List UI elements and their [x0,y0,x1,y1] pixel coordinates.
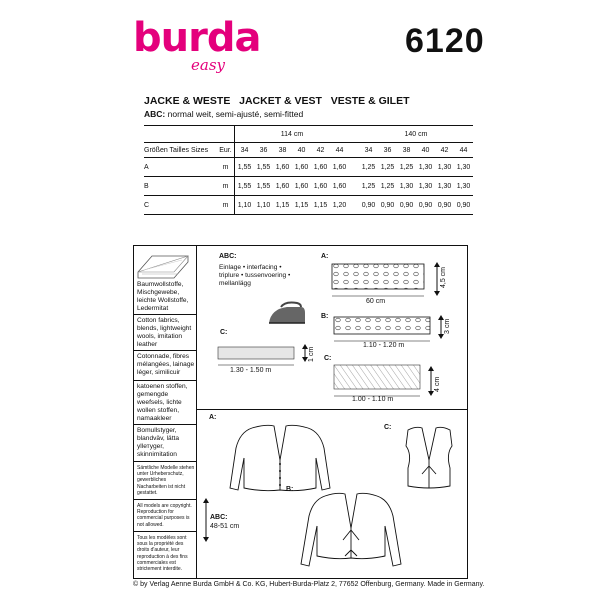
size-38: 38 [397,143,416,158]
table-cell: 1,25 [359,177,378,196]
table-cell: 1,60 [311,158,330,177]
diagram-b-label: B: [321,313,329,320]
garment-a-label: A: [209,414,217,421]
table-row [144,177,473,196]
table-cell: 1,55 [235,158,255,177]
length-value: 48-51 cm [210,523,240,530]
table-cell: 1,60 [330,158,349,177]
table-cell: 1,15 [273,196,292,215]
table-row [144,196,473,215]
table-cell: 1,60 [330,177,349,196]
interfacing-text: Einlage • interfacing • triplure • tussenvoering • mellanlägg [219,264,291,287]
fabric-text-nl: katoenen stoffen, gemengde weefsels, lichte wollen stoffen, namaakleer [137,383,188,422]
logo-subtitle: easy [191,56,225,74]
panel-divider [197,409,467,410]
size-36: 36 [254,143,273,158]
table-cell: 0,90 [397,196,416,215]
table-cell: 1,25 [359,158,378,177]
length-label: ABC: [210,514,228,521]
burda-logo [133,15,261,74]
jacket-b-sketch [291,490,411,574]
interfacing-heading: ABC: [219,253,237,260]
table-cell: 1,30 [454,158,473,177]
diagram-a-height: 4,5 cm [440,266,447,288]
fabric-text-de: Baumwollstoffe, Mischgewebe, leichte Wollstoffe, Ledermitat [137,281,189,312]
table-cell: 1,30 [435,158,454,177]
instructions-panel [133,245,468,579]
diagram-a-width: 60 cm [366,298,386,305]
fit-text: normal weit, semi-ajusté, semi-fitted [165,109,304,119]
table-cell: 0,90 [435,196,454,215]
table-cell: 0,90 [378,196,397,215]
diagram-c-left-height: 1 cm [308,346,315,362]
row-unit: m [217,158,235,177]
title-en: JACKET & VEST [239,95,322,107]
row-unit: m [217,177,235,196]
table-cell: 0,90 [416,196,435,215]
diagram-c-right-label: C: [324,355,332,362]
diagram-b-width: 1.10 - 1.20 m [363,342,405,349]
table-cell: 1,60 [311,177,330,196]
table-cell: 0,90 [454,196,473,215]
table-cell: 1,55 [254,177,273,196]
table-cell: 1,25 [378,177,397,196]
size-40: 40 [292,143,311,158]
diagram-c-right-width: 1.00 - 1.10 m [352,396,394,403]
fabric-text-en: Cotton fabrics, blends, lightweight wools, imitation leather [137,317,192,348]
table-cell: 1,15 [311,196,330,215]
fabric-bolt-icon [134,252,194,282]
row-label: A [144,158,217,177]
row-label: B [144,177,217,196]
row-unit: m [217,196,235,215]
diagram-b-height: 3 cm [444,318,451,334]
interfacing-piece-a [331,262,427,302]
table-cell: 1,60 [292,158,311,177]
table-cell: 1,15 [292,196,311,215]
garment-c-label: C: [384,424,392,431]
fabric-text-sv: Bomullstyger, blandväv, lätta yllетyger, skinnimitation [137,427,180,458]
table-cell: 1,20 [330,196,349,215]
table-cell: 1,55 [254,158,273,177]
diagram-c-left-label: C: [220,329,228,336]
size-44: 44 [454,143,473,158]
fit-prefix: ABC: [144,109,166,119]
pattern-title [144,95,410,107]
size-38: 38 [273,143,292,158]
size-header-label: Größen Tailles Sizes [144,143,217,158]
fit-line [144,109,303,119]
table-cell: 1,60 [273,177,292,196]
garment-b-label: B: [286,486,294,493]
size-header-unit: Eur. [217,143,235,158]
size-40: 40 [416,143,435,158]
diagram-c-right-height: 4 cm [434,376,441,392]
title-de: JACKE & WESTE [144,95,231,107]
size-44: 44 [330,143,349,158]
row-label: C [144,196,217,215]
table-cell: 1,55 [235,177,255,196]
legal-text-en: All models are copyright. Reproduction for commercial purposes is not allowed. [137,503,192,528]
size-42: 42 [311,143,330,158]
table-cell: 0,90 [359,196,378,215]
width-header-114: 114 cm [235,126,350,143]
size-42: 42 [435,143,454,158]
table-cell: 1,25 [378,158,397,177]
table-cell: 1,30 [454,177,473,196]
table-cell: 1,60 [273,158,292,177]
title-fr: VESTE & GILET [330,95,410,107]
table-cell: 1,30 [435,177,454,196]
table-cell: 1,25 [397,158,416,177]
diagram-c-left-width: 1.30 - 1.50 m [230,367,272,374]
length-arrow-icon [201,498,211,542]
table-cell: 1,30 [416,177,435,196]
diagram-a-label: A: [321,253,329,260]
table-cell: 1,60 [292,177,311,196]
fabric-column [134,246,197,578]
table-cell: 1,10 [254,196,273,215]
table-cell: 1,10 [235,196,255,215]
logo-wordmark: burda [133,15,261,61]
iron-icon [267,301,307,327]
table-cell: 1,30 [416,158,435,177]
jacket-a-sketch [222,418,342,500]
table-cell: 1,30 [397,177,416,196]
yardage-table [144,125,473,215]
size-34: 34 [235,143,255,158]
legal-text-de: Sämtliche Modelle stehen unter Urheberschutz, gewerbliches Nacharbeiten ist nicht gestattet. [137,465,195,496]
table-row [144,158,473,177]
copyright-footer: © by Verlag Aenne Burda GmbH & Co. KG, Hubert-Burda-Platz 2, 77652 Offenburg, Germany. Made in Germany. [133,581,485,588]
width-header-140: 140 cm [359,126,473,143]
pattern-number: 6120 [405,22,485,60]
fabric-text-fr: Cotonnade, fibres mélangées, lainage léger, similicuir [137,353,195,376]
size-34: 34 [359,143,378,158]
size-36: 36 [378,143,397,158]
legal-text-fr: Tous les modèles sont sous la propriété des droits d'auteur, leur reproduction à des fins commerciales est strictement interdite. [137,535,188,573]
vest-c-sketch [394,422,464,498]
